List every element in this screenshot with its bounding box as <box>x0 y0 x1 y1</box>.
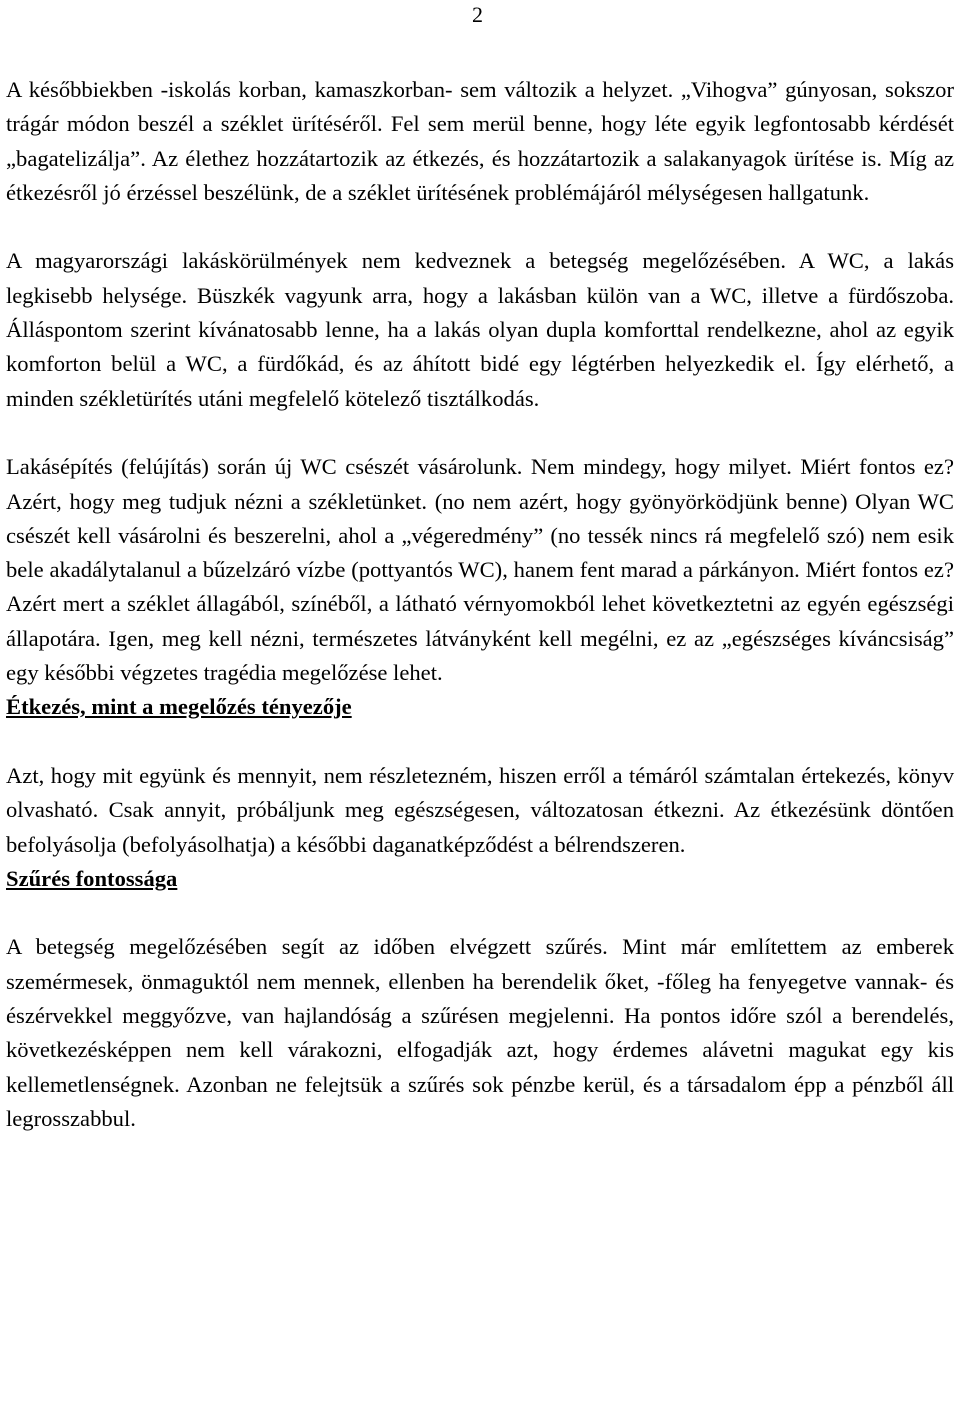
page-number: 2 <box>472 2 483 27</box>
document-body <box>6 73 954 1136</box>
section-heading-screening: Szűrés fontossága <box>6 865 178 891</box>
paragraph-screening: A betegség megelőzésében segít az időben elvégzett szűrés. Mint már említettem az emberek szemérmesek, önmaguktól nem mennek, ellenben ha berendelik őket, -főleg ha fenyegetve vannak- és észérvekkel meggyőzve, van hajlandóság a szűrésen megjelenni. Ha pontos időre szól a berendelés, következésképpen nem kell várakozni, elfogadják azt, hogy érdemes alávetni magukat egy kis kellemetlenségnek. Azonban ne felejtsük a szűrés sok pénzbe kerül, és a társadalom épp a pénzből áll legrosszabbul. <box>6 934 954 1131</box>
paragraph-nutrition: Azt, hogy mit együnk és mennyit, nem részletezném, hiszen erről a témáról számtalan értekezés, könyv olvasható. Csak annyit, próbáljunk meg egészségesen, változatosan étkezni. Az étkezésünk döntően befolyásolja (befolyásolhatja) a későbbi daganatképződést a bélrendszeren. <box>6 762 954 857</box>
paragraph-housing-conditions: A magyarországi lakáskörülmények nem kedveznek a betegség megelőzésében. A WC, a lakás legkisebb helysége. Büszkék vagyunk arra, hogy a lakásban külön van a WC, illetve a fürdőszoba. Álláspontom szerint kívánatosabb lenne, ha a lakás olyan dupla komforttal rendelkezne, ahol az egyik komforton belül a WC, a fürdőkád, és az áhított bidé egy légtérben helyezkedik el. Így elérhető, a minden székletürítés utáni megfelelő kötelező tisztálkodás. <box>6 248 954 411</box>
paragraph-wc-bowl: Lakásépítés (felújítás) során új WC csészét vásárolunk. Nem mindegy, hogy milyet. Miért fontos ez? Azért, hogy meg tudjuk nézni a székletünket. (no nem azért, hogy gyönyörködjünk benne) Olyan WC csészét kell vásárolni és beszerelni, ahol a „végeredmény” (no tessék nincs rá megfelelő szó) nem esik bele akadálytalanul a bűzelzáró vízbe (pottyantós WC), hanem fent marad a párkányon. Miért fontos ez? Azért mert a széklet állagából, színéből, a látható vérnyomokból lehet következtetni az egyén egészségi állapotára. Igen, meg kell nézni, természetes látványként kell megélni, ez az „egészséges kíváncsiság” egy későbbi végzetes tragédia megelőzése lehet. <box>6 454 954 686</box>
paragraph-school-age: A későbbiekben -iskolás korban, kamaszkorban- sem változik a helyzet. „Vihogva” gúnyosan, sokszor trágár módon beszél a széklet ürítéséről. Fel sem merül benne, hogy léte egyik legfontosabb kérdését „bagatelizálja”. Az élethez hozzátartozik az étkezés, és hozzátartozik a salakanyagok ürítése is. Míg az étkezésről jó érzéssel beszélünk, de a széklet ürítésének problémájáról mélységesen hallgatunk. <box>6 77 954 205</box>
section-heading-nutrition: Étkezés, mint a megelőzés tényezője <box>6 694 352 720</box>
